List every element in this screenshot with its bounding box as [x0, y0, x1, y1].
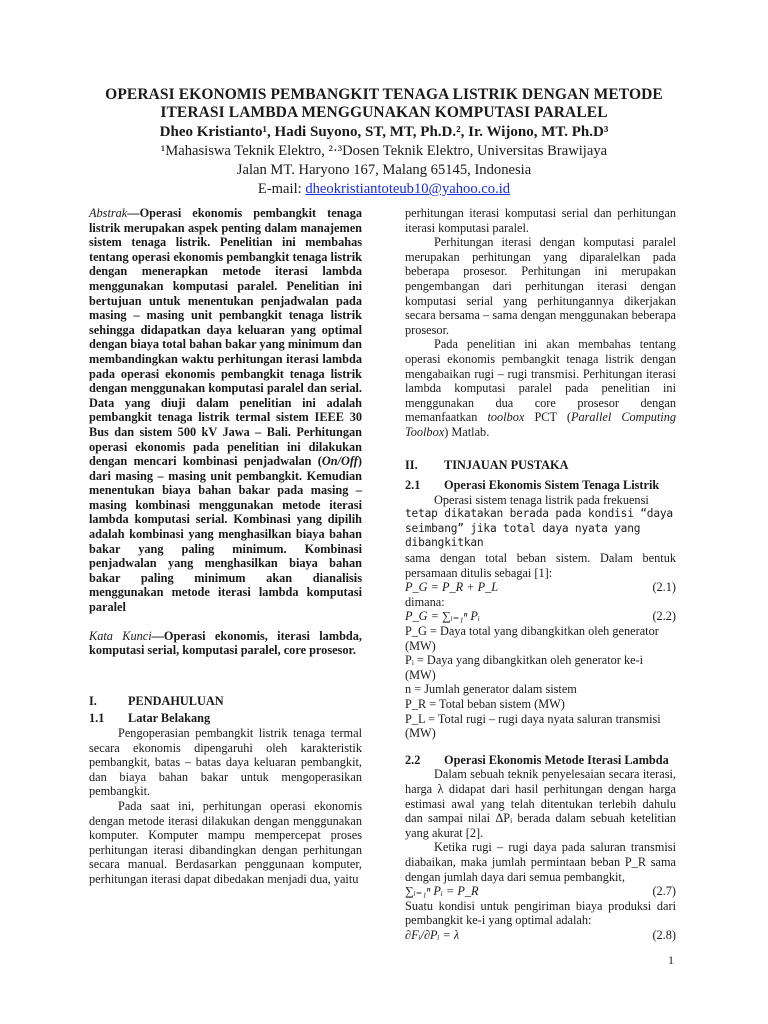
equation-2-7	[405, 884, 676, 899]
toolbox-term: toolbox	[487, 410, 525, 425]
equation: P_G = P_R + P_L	[405, 580, 499, 595]
subsection-number: 2.1	[405, 478, 421, 493]
section-number: I.	[89, 693, 97, 708]
subsection-title: Operasi Ekonomis Sistem Tenaga Listrik	[444, 478, 660, 493]
subsection-number: 1.1	[89, 711, 105, 726]
paragraph-text: ) Matlab.	[444, 424, 490, 439]
definition: P_R = Total beban sistem (MW)	[405, 697, 565, 711]
equation-number: (2.8)	[652, 927, 676, 942]
abstract-text: —Operasi ekonomis pembangkit tenaga listrik merupakan aspek penting dalam manajemen sistem tenaga listrik. Penelitian ini membahas tentang operasi ekonomis pembangkit tenaga listrik dengan menerapkan metode iterasi lambda menggunakan komputasi paralel. Penelitian ini bertujuan untuk menentukan penjadwalan pada masing – masing unit pembangkit tenaga listrik sehingga didapatkan daya keluaran yang optimal dengan biaya total bahan bakar yang minimum dan membandingkan waktu perhitungan iterasi lambda pada operasi ekonomis pembangkit tenaga listrik dengan menggunakan komputasi paralel dan serial. Data yang diuji dalam penelitian ini adalah pembangkit tenaga listrik termal sistem IEEE 30 Bus dan sistem 500 kV Jawa – Bali. Perhitungan operasi ekonomis pada penelitian ini dilakukan dengan mencari kombinasi penjadwalan (	[89, 206, 362, 469]
address: Jalan MT. Haryono 167, Malang 65145, Indonesia	[236, 162, 532, 178]
equation-number: (2.1)	[652, 580, 676, 595]
equation: ∑ᵢ₌₁ⁿ Pᵢ = P_R	[405, 884, 479, 899]
abstract-text2: ) dari masing – masing unit pembangkit. Kemudian menentukan biaya bahan bakar pada masing – masing kombinasi menggunakan metode iterasi lambda komputasi serial. Kombinasi yang dipilih adalah kombinasi yang menghasilkan biaya bahan bakar yang paling minimum. Kombinasi penjadwalan yang menghasilkan biaya bahan bakar paling minimum akan dianalisis menggunakan metode iterasi lambda komputasi paralel	[89, 454, 362, 615]
email-label: E-mail:	[257, 181, 306, 197]
equation: P_G = ∑ᵢ₌₁ⁿ Pᵢ	[405, 609, 480, 624]
section-title: PENDAHULUAN	[128, 693, 224, 708]
affiliation: ¹Mahasiswa Teknik Elektro, ²·³Dosen Teknik Elektro, Universitas Brawijaya	[160, 143, 608, 159]
pct-term: Parallel Computing Toolbox	[405, 410, 676, 439]
subsection-heading-2-1	[405, 478, 676, 493]
equation-2-8	[405, 928, 676, 943]
paragraph: Dalam sebuah teknik penyelesaian secara iterasi, harga λ didapat dari hasil perhitungan dengan harga estimasi awal yang telah ditentukan terlebih dahulu dan sampai nilai ΔPᵢ berada dalam sebuah ketelitian yang akurat [2].	[405, 767, 676, 840]
paragraph-mono: tetap dikatakan berada pada kondisi “daya seimbang” jika total daya nyata yang dibangkitkan	[405, 507, 673, 550]
abstract	[89, 206, 362, 615]
paragraph: sama dengan total beban sistem. Dalam bentuk persamaan ditulis sebagai [1]:	[405, 551, 676, 580]
page-number: 1	[668, 953, 674, 967]
definition: n = Jumlah generator dalam sistem	[405, 682, 577, 697]
section-heading-tinjauan-pustaka	[405, 458, 676, 473]
equation: ∂Fᵢ/∂Pᵢ = λ	[405, 927, 460, 942]
paragraph: Operasi sistem tenaga listrik pada frekuensi	[434, 492, 649, 507]
paragraph: Pada saat ini, perhitungan operasi ekonomis dengan metode iterasi dilakukan dengan menggunakan komputer. Komputer mampu mempercepat proses perhitungan iterasi dibandingkan dengan perhitungan secara manual. Berdasarkan penggunaan komputer, perhitungan iterasi dapat dibedakan menjadi dua, yaitu	[89, 798, 362, 886]
right-column	[405, 206, 676, 943]
paragraph: Perhitungan iterasi dengan komputasi paralel merupakan perhitungan yang diparalelkan pada beberapa prosesor. Perhitungan ini merupakan pengembangan dari perhitungan iterasi dengan komputasi serial yang perhitungannya dikerjakan secara bersama – sama dengan menggunakan beberapa prosesor.	[405, 235, 676, 337]
paragraph: Pengoperasian pembangkit listrik tenaga termal secara ekonomis dipengaruhi oleh karakteristik pembangkit, batas – batas daya keluaran pembangkit, dan biaya bahan bakar untuk mengoperasikan pembangkit.	[89, 726, 362, 799]
keywords	[89, 629, 362, 658]
paper-title-line2: ITERASI LAMBDA MENGGUNAKAN KOMPUTASI PARALEL	[160, 104, 608, 121]
email-line	[40, 180, 728, 199]
subsection-number: 2.2	[405, 752, 421, 767]
section-title: TINJAUAN PUSTAKA	[444, 457, 569, 472]
abstract-label: Abstrak	[89, 206, 128, 220]
section-heading-pendahuluan	[89, 694, 362, 709]
paragraph-text: PCT (	[524, 410, 571, 425]
equation-number: (2.7)	[652, 884, 676, 899]
keywords-label: Kata Kunci	[89, 628, 152, 643]
paragraph-text: Pada penelitian ini akan membahas tentang operasi ekonomis pembangkit tenaga listrik dengan mengabaikan rugi – rugi transmisi. Perhitungan iterasi lambda komputasi paralel pada penelitian ini menggunakan dua core prosesor dengan memanfaatkan	[405, 337, 676, 425]
definition: P_G = Daya total yang dibangkitkan oleh generator (MW)	[405, 624, 659, 653]
keywords-text: —Operasi ekonomis, iterasi lambda, komputasi serial, komputasi paralel, core prosesor.	[89, 628, 362, 658]
subsection-heading-2-2	[405, 753, 676, 768]
equation-number: (2.2)	[652, 609, 676, 624]
paragraph: perhitungan iterasi komputasi serial dan perhitungan iterasi komputasi paralel.	[405, 206, 676, 235]
paper-header	[40, 86, 728, 199]
left-column	[89, 206, 362, 887]
equation-2-1	[405, 580, 676, 595]
subsection-title: Operasi Ekonomis Metode Iterasi Lambda	[444, 752, 669, 767]
dimana-label: dimana:	[405, 594, 445, 609]
paragraph: Suatu kondisi untuk pengiriman biaya produksi dari pembangkit ke-i yang optimal adalah:	[405, 898, 676, 928]
equation-2-2	[405, 609, 676, 624]
email-link[interactable]: dheokristiantoteub10@yahoo.co.id	[305, 181, 511, 197]
paper-title-line1: OPERASI EKONOMIS PEMBANGKIT TENAGA LISTRIK DENGAN METODE	[105, 86, 663, 103]
paragraph: Ketika rugi – rugi daya pada saluran transmisi diabaikan, maka jumlah permintaan beban P_R sama dengan jumlah daya dari semua pembangkit,	[405, 840, 676, 884]
definition: Pᵢ = Daya yang dibangkitkan oleh generator ke-i (MW)	[405, 653, 644, 682]
subsection-heading-latar-belakang	[89, 711, 362, 726]
paragraph	[405, 337, 676, 439]
section-number: II.	[405, 457, 418, 472]
definition: P_L = Total rugi – rugi daya nyata saluran transmisi (MW)	[405, 711, 661, 741]
authors: Dheo Kristianto¹, Hadi Suyono, ST, MT, Ph.D.², Ir. Wijono, MT. Ph.D³	[159, 124, 609, 140]
abstract-onoff: On/Off	[321, 454, 358, 469]
subsection-title: Latar Belakang	[128, 711, 211, 726]
